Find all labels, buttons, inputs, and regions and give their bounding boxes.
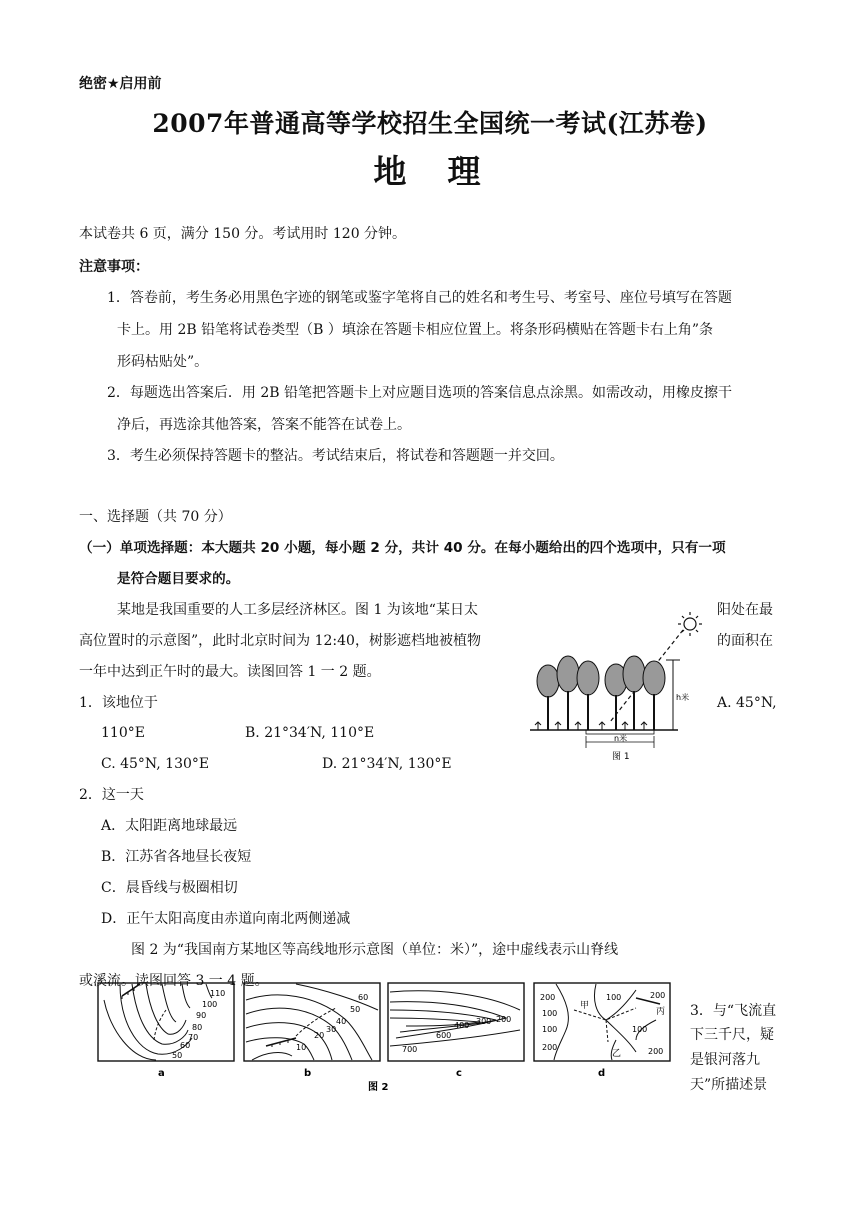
b-label-10: 10 bbox=[296, 1043, 307, 1052]
a-label-70: 70 bbox=[188, 1033, 199, 1042]
ground-plants bbox=[535, 722, 647, 730]
passage1-line3: 一年中达到正午时的最大。读图回答 1 一 2 题。 bbox=[79, 664, 381, 680]
passage1-line1-right: 阳处在最 bbox=[717, 602, 773, 618]
passage2-line2: 或溪流。读图回答 3 一 4 题。 bbox=[79, 973, 269, 989]
notes-item-2-line1: 2．每题选出答案后．用 2B 铅笔把答题卡上对应题目选项的答案信息点涂黑。如需改动，用橡皮擦干 bbox=[107, 385, 733, 401]
c-label-300: 300 bbox=[476, 1017, 492, 1026]
d-label-200-a: 200 bbox=[540, 993, 556, 1002]
q2-option-c: C．晨昏线与极圈相切 bbox=[101, 880, 238, 896]
q1-option-d: D. 21°34′N, 130°E bbox=[322, 756, 452, 772]
d-label-100-b: 100 bbox=[542, 1025, 558, 1034]
passage1-line2: 高位置时的示意图”，此时北京时间为 12:40，树影遮档地被植物 bbox=[79, 633, 481, 649]
b-label-50: 50 bbox=[350, 1005, 361, 1014]
exam-intro: 本试卷共 6 页，满分 150 分。考试用时 120 分钟。 bbox=[79, 226, 407, 242]
panel-label-b: b bbox=[304, 1068, 312, 1079]
d-label-200-d: 200 bbox=[648, 1047, 664, 1056]
fig1-width-label: n米 bbox=[614, 734, 628, 743]
contour-panel-b bbox=[244, 983, 380, 1079]
exam-title: 2007年普通高等学校招生全国统一考试(江苏卷) bbox=[152, 109, 708, 138]
contour-panel-d bbox=[534, 983, 670, 1079]
d-place-bing: 丙 bbox=[656, 1007, 666, 1017]
c-label-600: 600 bbox=[436, 1031, 452, 1040]
d-place-jia: 甲 bbox=[580, 1001, 590, 1011]
fig1-height-label: h米 bbox=[676, 693, 690, 702]
b-label-20: 20 bbox=[314, 1031, 325, 1040]
section1-sub-line1: （一）单项选择题：本大题共 20 小题，每小题 2 分，共计 40 分。在每小题给出的四个选项中，只有一项 bbox=[79, 540, 726, 556]
panel-label-c: c bbox=[456, 1068, 462, 1079]
d-label-200-c: 200 bbox=[650, 991, 666, 1000]
q2-option-a: A．太阳距离地球最远 bbox=[101, 818, 238, 834]
q2-option-d: D．正午太阳高度由赤道向南北两侧递减 bbox=[101, 911, 351, 927]
a-label-100: 100 bbox=[202, 1000, 218, 1009]
notes-title: 注意事项： bbox=[79, 259, 149, 275]
b-label-30: 30 bbox=[326, 1025, 337, 1034]
q1-option-c: C. 45°N, 130°E bbox=[101, 756, 210, 772]
section1-sub-line2: 是符合题目要求的。 bbox=[117, 571, 240, 587]
figure-2-diagram bbox=[96, 980, 682, 1094]
q1-option-a: A. 45°N, bbox=[717, 695, 777, 711]
c-label-400: 400 bbox=[454, 1021, 470, 1030]
panel-label-d: d bbox=[598, 1068, 606, 1079]
q1-option-a-cont: 110°E bbox=[101, 725, 145, 741]
fig2-caption: 图 2 bbox=[368, 1082, 389, 1093]
q3-line1: 3．与“飞流直 bbox=[690, 1003, 777, 1019]
q3-line3: 是银河落九 bbox=[690, 1052, 760, 1068]
q2-option-b: B．江苏省各地昼长夜短 bbox=[101, 849, 252, 865]
c-label-700: 700 bbox=[402, 1045, 418, 1054]
d-label-200-b: 200 bbox=[542, 1043, 558, 1052]
section1-title: 一、选择题（共 70 分） bbox=[79, 509, 232, 525]
passage2-line1: 图 2 为“我国南方某地区等高线地形示意图（单位：米）”，途中虚线表示山脊线 bbox=[131, 942, 619, 958]
a-label-60: 60 bbox=[180, 1041, 191, 1050]
notes-item-1-line2: 卡上。用 2B 铅笔将试卷类型（B ）填涂在答题卡相应位置上。将条形码横贴在答题卡右上角”条 bbox=[117, 322, 713, 338]
subject-title: 地 理 bbox=[373, 152, 487, 191]
passage1-line2-right: 的面积在 bbox=[717, 633, 773, 649]
a-label-50: 50 bbox=[172, 1051, 183, 1060]
d-label-100-a: 100 bbox=[542, 1009, 558, 1018]
q2-stem: 2．这一天 bbox=[79, 787, 144, 803]
tree-group bbox=[537, 656, 665, 697]
d-label-100-d: 100 bbox=[632, 1025, 648, 1034]
a-label-80: 80 bbox=[192, 1023, 203, 1032]
c-label-200: 200 bbox=[496, 1015, 512, 1024]
notes-item-3: 3．考生必须保持答题卡的整沾。考试结束后，将试卷和答题题一并交回。 bbox=[107, 448, 564, 464]
d-place-yi: 乙 bbox=[612, 1049, 622, 1059]
a-label-90: 90 bbox=[196, 1011, 207, 1020]
q3-line2: 下三千尺，疑 bbox=[690, 1027, 774, 1043]
fig1-caption: 图 1 bbox=[612, 752, 630, 762]
a-label-110: 110 bbox=[210, 989, 226, 998]
contour-panel-a bbox=[98, 983, 234, 1079]
notes-item-1-line1: 1．答卷前，考生务必用黑色字迹的钢笔或鉴字笔将自己的姓名和考生号、考室号、座位号填写在答题 bbox=[107, 290, 732, 306]
b-label-40: 40 bbox=[336, 1017, 347, 1026]
contour-panel-c bbox=[388, 983, 524, 1079]
notes-item-1-line3: 形码枯贴处”。 bbox=[117, 354, 209, 370]
panel-label-a: a bbox=[158, 1068, 165, 1079]
d-label-100-c: 100 bbox=[606, 993, 622, 1002]
b-label-60: 60 bbox=[358, 993, 369, 1002]
figure-1-diagram bbox=[528, 608, 714, 764]
passage1-line1: 某地是我国重要的人工多层经济林区。图 1 为该地“某日太 bbox=[117, 602, 478, 618]
confidential-mark: 绝密★启用前 bbox=[79, 76, 162, 92]
notes-item-2-line2: 净后，再选涂其他答案，答案不能答在试卷上。 bbox=[117, 417, 411, 433]
q1-option-b: B. 21°34′N, 110°E bbox=[245, 725, 375, 741]
q3-line4: 天”所描述景 bbox=[690, 1077, 768, 1093]
q1-stem: 1．该地位于 bbox=[79, 695, 158, 711]
